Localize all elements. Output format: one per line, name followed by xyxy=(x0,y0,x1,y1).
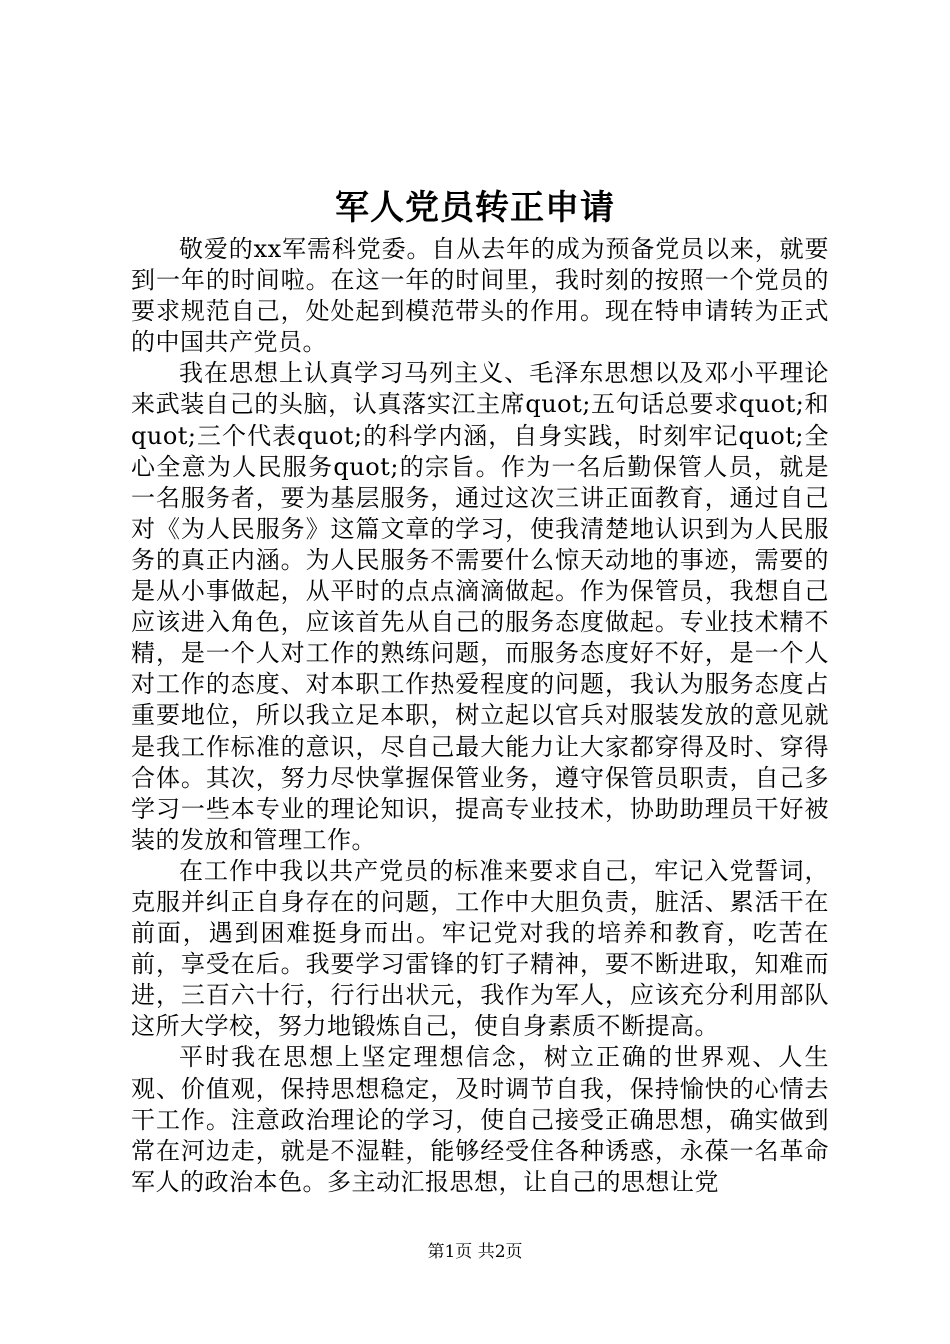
document-body xyxy=(131,234,829,1198)
paragraph-3: 在工作中我以共产党员的标准来要求自己，牢记入党誓词，克服并纠正自身存在的问题，工作中大胆负责，脏活、累活干在前面，遇到困难挺身而出。牢记党对我的培养和教育，吃苦在前，享受在后。我要学习雷锋的钉子精神，要不断进取，知难而进，三百六十行，行行出状元，我作为军人，应该充分利用部队这所大学校，努力地锻炼自己，使自身素质不断提高。 xyxy=(131,856,829,1041)
document-title: 军人党员转正申请 xyxy=(335,188,615,228)
paragraph-4: 平时我在思想上坚定理想信念，树立正确的世界观、人生观、价值观，保持思想稳定，及时调节自我，保持愉快的心情去干工作。注意政治理论的学习，使自己接受正确思想，确实做到常在河边走，就是不湿鞋，能够经受住各种诱惑，永葆一名革命军人的政治本色。多主动汇报思想，让自己的思想让党 xyxy=(131,1043,829,1196)
paragraph-2: 我在思想上认真学习马列主义、毛泽东思想以及邓小平理论来武装自己的头脑，认真落实江主席quot;五句话总要求quot;和quot;三个代表quot;的科学内涵，自身实践，时刻牢记quot;全心全意为人民服务quot;的宗旨。作为一名后勤保管人员，就是一名服务者，要为基层服务，通过这次三讲正面教育，通过自己对《为人民服务》这篇文章的学习，使我清楚地认识到为人民服务的真正内涵。为人民服务不需要什么惊天动地的事迹，需要的是从小事做起，从平时的点点滴滴做起。作为保管员，我想自己应该进入角色，应该首先从自己的服务态度做起。专业技术精不精，是一个人对工作的熟练问题，而服务态度好不好，是一个人对工作的态度、对本职工作热爱程度的问题，我认为服务态度占重要地位，所以我立足本职，树立起以官兵对服装发放的意见就是我工作标准的意识，尽自己最大能力让大家都穿得及时、穿得合体。其次，努力尽快掌握保管业务，遵守保管员职责，自己多学习一些本专业的理论知识，提高专业技术，协助助理员干好被装的发放和管理工作。 xyxy=(131,359,829,854)
page-number-footer: 第1页 共2页 xyxy=(427,1242,523,1262)
paragraph-1: 敬爱的xx军需科党委。自从去年的成为预备党员以来，就要到一年的时间啦。在这一年的时间里，我时刻的按照一个党员的要求规范自己，处处起到模范带头的作用。现在特申请转为正式的中国共产党员。 xyxy=(131,235,829,357)
